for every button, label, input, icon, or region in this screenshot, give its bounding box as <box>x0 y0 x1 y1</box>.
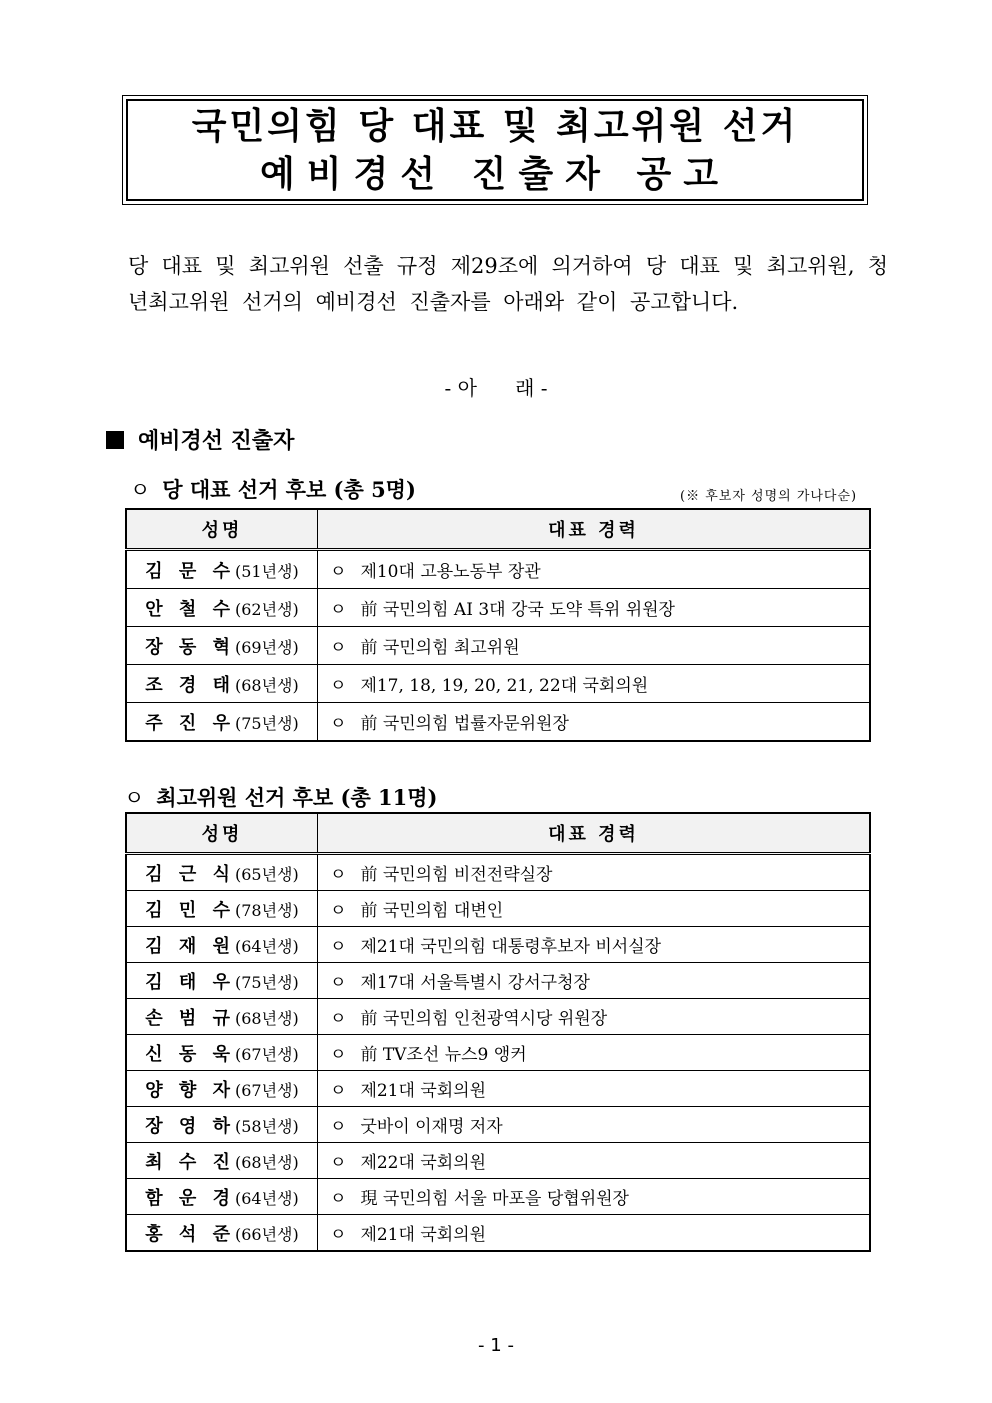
candidate-birth-year: (67년생) <box>234 1044 299 1064</box>
leader-heading-text: 당 대표 선거 후보 (총 5명) <box>162 477 416 502</box>
candidate-career-cell <box>318 1071 871 1107</box>
table-row <box>126 703 870 742</box>
candidate-birth-year: (58년생) <box>234 1116 299 1136</box>
candidate-career: 現 국민의힘 서울 마포을 당협위원장 <box>360 1189 629 1209</box>
table-row <box>126 963 870 999</box>
circle-bullet-icon: ㅇ <box>330 676 347 696</box>
candidate-career: 前 국민의힘 AI 3대 강국 도약 특위 위원장 <box>360 600 675 620</box>
table-row <box>126 1035 870 1071</box>
candidate-name-cell <box>126 854 318 891</box>
circle-bullet-icon: ㅇ <box>330 1045 347 1065</box>
candidate-career-cell <box>318 1143 871 1179</box>
candidate-name: 김 민 수 <box>145 899 235 921</box>
candidate-name-cell <box>126 999 318 1035</box>
candidate-name: 김 근 식 <box>145 863 235 885</box>
candidate-name: 신 동 욱 <box>145 1043 235 1065</box>
candidate-career: 前 국민의힘 법률자문위원장 <box>360 714 569 734</box>
circle-bullet-icon: ㅇ <box>330 638 347 658</box>
table-row <box>126 927 870 963</box>
council-table-body <box>126 854 870 1252</box>
candidate-career: 제21대 국회의원 <box>360 1081 487 1101</box>
candidate-name-cell <box>126 589 318 627</box>
candidate-name-cell <box>126 927 318 963</box>
candidate-birth-year: (69년생) <box>234 637 299 657</box>
candidate-career: 前 TV조선 뉴스9 앵커 <box>360 1045 527 1065</box>
circle-bullet-icon: ㅇ <box>330 973 347 993</box>
black-square-icon <box>106 431 124 449</box>
candidate-birth-year: (51년생) <box>234 561 299 581</box>
candidate-name: 안 철 수 <box>145 598 235 620</box>
title-line-1: 국민의힘 당 대표 및 최고위원 선거 <box>191 105 799 147</box>
circle-bullet-icon: ㅇ <box>330 937 347 957</box>
candidate-birth-year: (65년생) <box>234 864 299 884</box>
candidate-name-cell <box>126 1035 318 1071</box>
candidate-career-cell <box>318 1179 871 1215</box>
candidate-career: 제22대 국회의원 <box>360 1153 487 1173</box>
council-heading <box>124 782 438 812</box>
candidate-birth-year: (64년생) <box>234 936 299 956</box>
candidate-name: 손 범 규 <box>145 1007 235 1029</box>
candidate-birth-year: (68년생) <box>234 1008 299 1028</box>
header-name: 성명 <box>126 509 318 550</box>
table-row <box>126 854 870 891</box>
header-name: 성명 <box>126 813 318 854</box>
circle-bullet-icon: ㅇ <box>330 562 347 582</box>
candidate-career: 前 국민의힘 최고위원 <box>360 638 520 658</box>
candidate-name-cell <box>126 550 318 589</box>
circle-bullet-icon: ㅇ <box>330 1153 347 1173</box>
circle-bullet-icon: ㅇ <box>124 786 145 810</box>
candidate-name: 주 진 우 <box>145 712 235 734</box>
candidate-birth-year: (66년생) <box>234 1224 299 1244</box>
table-row <box>126 1107 870 1143</box>
circle-bullet-icon: ㅇ <box>330 600 347 620</box>
candidate-career-cell <box>318 1107 871 1143</box>
candidate-career-cell <box>318 927 871 963</box>
circle-bullet-icon: ㅇ <box>330 865 347 885</box>
header-career: 대표 경력 <box>318 509 871 550</box>
candidate-career-cell <box>318 1215 871 1252</box>
table-row <box>126 589 870 627</box>
candidate-name: 김 태 우 <box>145 971 235 993</box>
sort-note: (※ 후보자 성명의 가나다순) <box>680 489 858 504</box>
title-line-2: 예비경선 진출자 공고 <box>259 153 731 195</box>
candidate-career-cell <box>318 999 871 1035</box>
table-row <box>126 999 870 1035</box>
candidate-career-cell <box>318 627 871 665</box>
leader-table-body <box>126 550 870 742</box>
intro-paragraph: 당 대표 및 최고위원 선출 규정 제29조에 의거하여 당 대표 및 최고위원, 청년최고위원 선거의 예비경선 진출자를 아래와 같이 공고합니다. <box>128 254 888 314</box>
candidate-career: 前 국민의힘 인천광역시당 위원장 <box>360 1009 608 1029</box>
table-header-row <box>126 813 870 854</box>
candidate-name-cell <box>126 627 318 665</box>
table-row <box>126 891 870 927</box>
leader-heading <box>130 474 416 504</box>
header-career: 대표 경력 <box>318 813 871 854</box>
title-box <box>122 95 868 205</box>
table-row <box>126 550 870 589</box>
circle-bullet-icon: ㅇ <box>330 1081 347 1101</box>
candidate-name-cell <box>126 1071 318 1107</box>
leader-candidates-table <box>125 508 871 742</box>
candidate-name-cell <box>126 963 318 999</box>
candidate-birth-year: (68년생) <box>234 1152 299 1172</box>
candidate-name-cell <box>126 1107 318 1143</box>
below-mark: - 아 래 - <box>444 376 548 400</box>
page-number: - 1 - <box>478 1335 514 1356</box>
table-row <box>126 665 870 703</box>
candidate-career: 前 국민의힘 대변인 <box>360 901 504 921</box>
candidate-birth-year: (64년생) <box>234 1188 299 1208</box>
candidate-career: 제17대 서울특별시 강서구청장 <box>360 973 590 993</box>
council-candidates-table <box>125 812 871 1252</box>
circle-bullet-icon: ㅇ <box>330 1009 347 1029</box>
candidate-career-cell <box>318 891 871 927</box>
candidate-name: 함 운 경 <box>145 1187 235 1209</box>
candidate-birth-year: (62년생) <box>234 599 299 619</box>
section-heading-text: 예비경선 진출자 <box>138 429 295 454</box>
candidate-name-cell <box>126 665 318 703</box>
table-row <box>126 1215 870 1252</box>
candidate-career: 제10대 고용노동부 장관 <box>360 562 541 582</box>
table-row <box>126 1143 870 1179</box>
candidate-name: 홍 석 준 <box>145 1223 235 1245</box>
circle-bullet-icon: ㅇ <box>330 901 347 921</box>
candidate-name-cell <box>126 1143 318 1179</box>
circle-bullet-icon: ㅇ <box>330 1117 347 1137</box>
candidate-name-cell <box>126 1215 318 1252</box>
candidate-name: 장 동 혁 <box>145 636 235 658</box>
circle-bullet-icon: ㅇ <box>330 714 347 734</box>
candidate-name: 장 영 하 <box>145 1115 235 1137</box>
candidate-name-cell <box>126 703 318 742</box>
circle-bullet-icon: ㅇ <box>330 1189 347 1209</box>
candidate-career-cell <box>318 854 871 891</box>
candidate-career-cell <box>318 963 871 999</box>
candidate-birth-year: (75년생) <box>234 713 299 733</box>
candidate-birth-year: (75년생) <box>234 972 299 992</box>
candidate-career: 굿바이 이재명 저자 <box>360 1117 503 1137</box>
council-heading-text: 최고위원 선거 후보 (총 11명) <box>156 785 438 810</box>
candidate-name-cell <box>126 1179 318 1215</box>
table-row <box>126 627 870 665</box>
candidate-career: 제17, 18, 19, 20, 21, 22대 국회의원 <box>360 676 649 696</box>
circle-bullet-icon: ㅇ <box>130 478 151 502</box>
table-row <box>126 1071 870 1107</box>
candidate-career-cell <box>318 589 871 627</box>
candidate-name: 양 향 자 <box>145 1079 235 1101</box>
candidate-name: 조 경 태 <box>145 674 235 696</box>
candidate-name: 김 문 수 <box>145 560 235 582</box>
candidate-career: 前 국민의힘 비전전략실장 <box>360 865 553 885</box>
candidate-name: 김 재 원 <box>145 935 235 957</box>
title-inner-frame <box>126 99 864 201</box>
candidate-name-cell <box>126 891 318 927</box>
candidate-birth-year: (68년생) <box>234 675 299 695</box>
candidate-birth-year: (67년생) <box>234 1080 299 1100</box>
candidate-career-cell <box>318 550 871 589</box>
table-header-row <box>126 509 870 550</box>
table-row <box>126 1179 870 1215</box>
candidate-career: 제21대 국회의원 <box>360 1225 487 1245</box>
candidate-name: 최 수 진 <box>145 1151 235 1173</box>
candidate-career-cell <box>318 665 871 703</box>
candidate-career: 제21대 국민의힘 대통령후보자 비서실장 <box>360 937 662 957</box>
candidate-career-cell <box>318 703 871 742</box>
candidate-career-cell <box>318 1035 871 1071</box>
circle-bullet-icon: ㅇ <box>330 1225 347 1245</box>
section-heading <box>106 424 294 455</box>
candidate-birth-year: (78년생) <box>234 900 299 920</box>
